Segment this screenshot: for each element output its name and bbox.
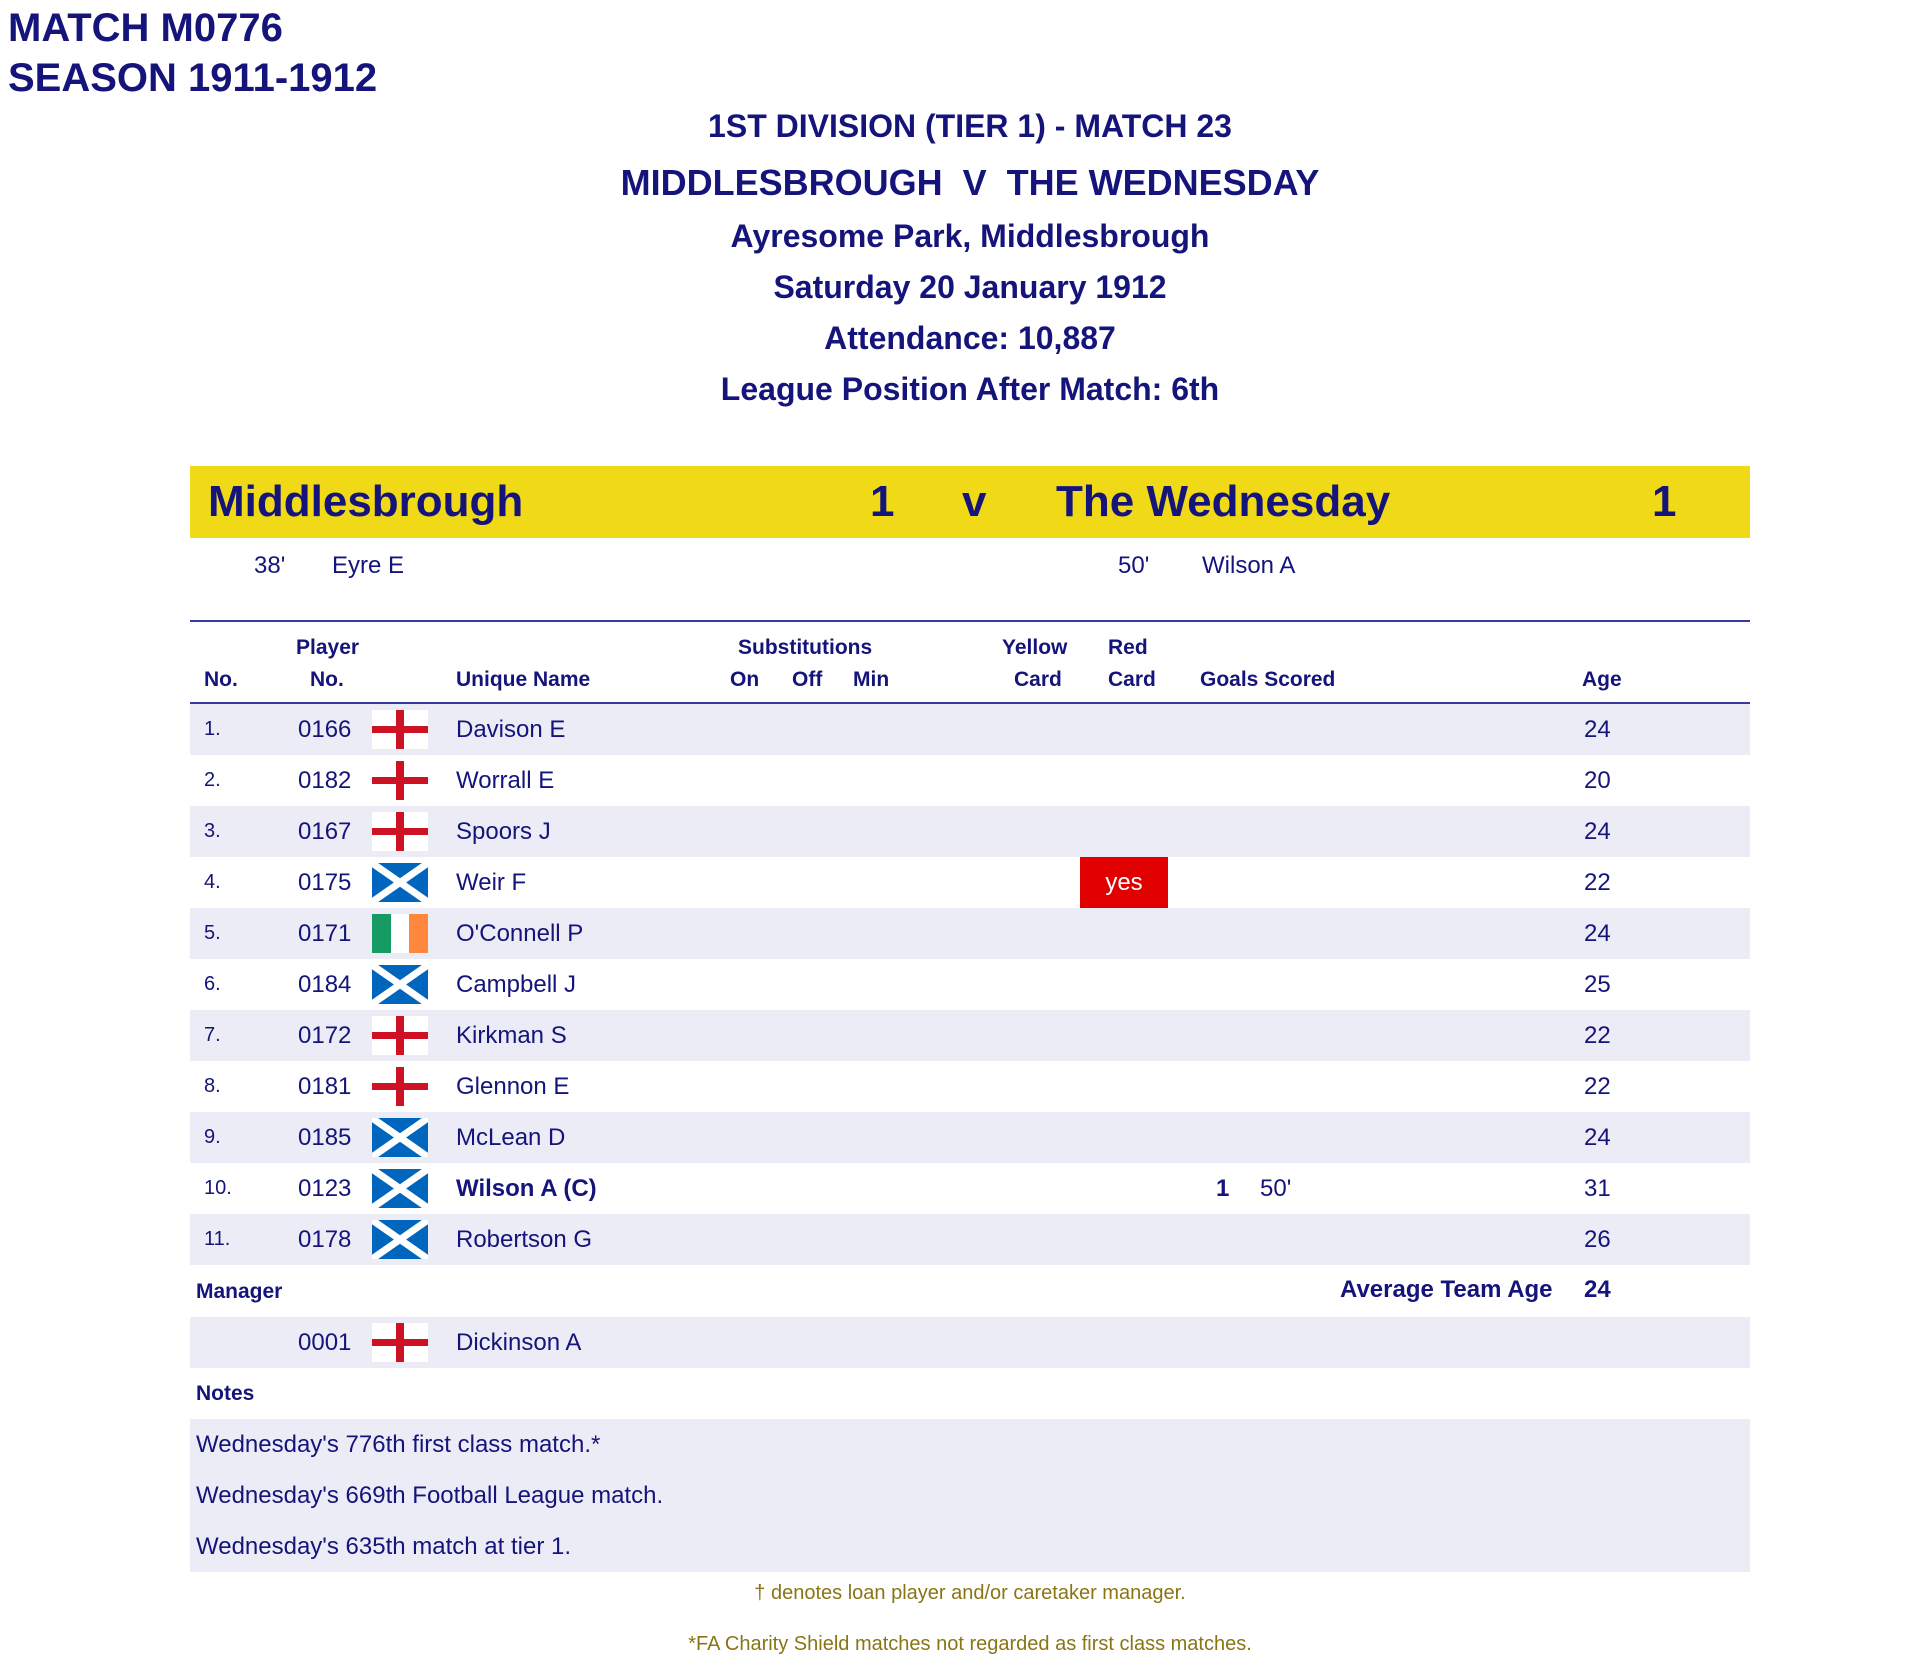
table-row	[190, 1010, 1750, 1061]
average-age-value: 24	[1584, 1276, 1611, 1303]
scotland-flag-icon	[372, 863, 428, 902]
player-age: 24	[1584, 716, 1611, 743]
average-age-label: Average Team Age	[1340, 1276, 1553, 1303]
note-item	[190, 1521, 1750, 1572]
manager-number: 0001	[298, 1329, 352, 1356]
scotland-flag-icon	[372, 1169, 428, 1208]
player-number: 0171	[298, 920, 352, 947]
versus-label: v	[962, 477, 987, 526]
table-row	[190, 1061, 1750, 1112]
header-no: No.	[204, 668, 238, 691]
table-row	[190, 908, 1750, 959]
row-number: 4.	[204, 871, 221, 893]
away-goals: 1	[1652, 477, 1677, 526]
note-text: Wednesday's 776th first class match.*	[196, 1431, 601, 1458]
player-age: 24	[1584, 1124, 1611, 1151]
fixture-title: MIDDLESBROUGH V THE WEDNESDAY	[620, 162, 1320, 203]
goal-minute: 50'	[1260, 1175, 1292, 1202]
player-number: 0182	[298, 767, 352, 794]
row-number: 10.	[204, 1177, 232, 1199]
table-row	[190, 1163, 1750, 1214]
match-id: MATCH M0776	[8, 6, 283, 50]
header-goals-scored: Goals Scored	[1200, 668, 1336, 691]
header-sub-off: Off	[792, 668, 823, 691]
player-number: 0123	[298, 1175, 352, 1202]
player-name: Wilson A (C)	[456, 1175, 597, 1202]
row-number: 7.	[204, 1024, 221, 1046]
table-row	[190, 755, 1750, 806]
player-number: 0184	[298, 971, 352, 998]
player-age: 31	[1584, 1175, 1611, 1202]
home-goals: 1	[870, 477, 895, 526]
player-name: Kirkman S	[456, 1022, 567, 1049]
table-row	[190, 1214, 1750, 1265]
row-number: 9.	[204, 1126, 221, 1148]
home-team-name: Middlesbrough	[208, 477, 524, 526]
player-age: 24	[1584, 920, 1611, 947]
player-number: 0172	[298, 1022, 352, 1049]
player-age: 22	[1584, 1022, 1611, 1049]
ireland-flag-icon	[372, 914, 428, 953]
england-flag-icon	[372, 710, 428, 749]
player-name: Davison E	[456, 716, 566, 743]
header-red-card-2: Card	[1108, 668, 1156, 691]
table-row	[190, 704, 1750, 755]
red-card-badge: yes	[1080, 857, 1168, 908]
row-number: 1.	[204, 718, 221, 740]
competition-title: 1ST DIVISION (TIER 1) - MATCH 23	[708, 108, 1232, 144]
player-number: 0178	[298, 1226, 352, 1253]
england-flag-icon	[372, 1323, 428, 1362]
note-item	[190, 1419, 1750, 1470]
player-name: Worrall E	[456, 767, 555, 794]
scotland-flag-icon	[372, 1220, 428, 1259]
table-row	[190, 1112, 1750, 1163]
header-player-no-2: No.	[310, 668, 344, 691]
row-number: 8.	[204, 1075, 221, 1097]
league-position-label: League Position After Match: 6th	[720, 371, 1220, 407]
home-scorer-name: Eyre E	[332, 552, 405, 579]
attendance-label: Attendance: 10,887	[824, 320, 1116, 356]
row-number: 5.	[204, 922, 221, 944]
player-age: 22	[1584, 1073, 1611, 1100]
notes-label: Notes	[196, 1382, 255, 1405]
player-name: Weir F	[456, 869, 527, 896]
table-row	[190, 857, 1750, 908]
player-age: 26	[1584, 1226, 1611, 1253]
player-name: Campbell J	[456, 971, 577, 998]
away-team-name: The Wednesday	[1056, 477, 1391, 526]
player-name: McLean D	[456, 1124, 566, 1151]
away-scorer-minute: 50'	[1118, 552, 1150, 579]
row-number: 3.	[204, 820, 221, 842]
away-scorer-name: Wilson A	[1202, 552, 1296, 579]
row-number: 6.	[204, 973, 221, 995]
header-sub-on: On	[730, 668, 760, 691]
home-scorer-minute: 38'	[254, 552, 286, 579]
player-age: 25	[1584, 971, 1611, 998]
player-age: 20	[1584, 767, 1611, 794]
note-text: Wednesday's 669th Football League match.	[196, 1482, 664, 1509]
player-number: 0175	[298, 869, 352, 896]
header-yellow-card-2: Card	[1014, 668, 1062, 691]
charity-footnote: *FA Charity Shield matches not regarded as first class matches.	[688, 1633, 1252, 1655]
loan-footnote: † denotes loan player and/or caretaker manager.	[754, 1582, 1186, 1604]
england-flag-icon	[372, 1016, 428, 1055]
row-number: 2.	[204, 769, 221, 791]
player-name: O'Connell P	[456, 920, 584, 947]
player-number: 0185	[298, 1124, 352, 1151]
venue-label: Ayresome Park, Middlesbrough	[730, 218, 1210, 254]
player-name: Glennon E	[456, 1073, 570, 1100]
header-yellow-card-1: Yellow	[1002, 636, 1068, 659]
header-red-card-1: Red	[1108, 636, 1148, 659]
player-number: 0167	[298, 818, 352, 845]
header-substitutions: Substitutions	[738, 636, 873, 659]
score-bar	[190, 466, 1750, 538]
player-age: 22	[1584, 869, 1611, 896]
england-flag-icon	[372, 812, 428, 851]
scotland-flag-icon	[372, 965, 428, 1004]
manager-row	[190, 1317, 1750, 1368]
table-row	[190, 806, 1750, 857]
scotland-flag-icon	[372, 1118, 428, 1157]
divider-top	[190, 620, 1750, 622]
manager-label: Manager	[196, 1280, 283, 1303]
table-row	[190, 959, 1750, 1010]
header-age: Age	[1582, 668, 1622, 691]
player-age: 24	[1584, 818, 1611, 845]
player-number: 0181	[298, 1073, 352, 1100]
header-player-no-1: Player	[296, 636, 360, 659]
goals-count: 1	[1216, 1175, 1230, 1202]
header-unique-name: Unique Name	[456, 668, 591, 691]
manager-name: Dickinson A	[456, 1329, 582, 1356]
player-number: 0166	[298, 716, 352, 743]
date-label: Saturday 20 January 1912	[773, 269, 1167, 305]
note-item	[190, 1470, 1750, 1521]
england-flag-icon	[372, 1067, 428, 1106]
row-number: 11.	[204, 1228, 231, 1250]
player-name: Robertson G	[456, 1226, 593, 1253]
note-text: Wednesday's 635th match at tier 1.	[196, 1533, 572, 1560]
player-name: Spoors J	[456, 818, 551, 845]
england-flag-icon	[372, 761, 428, 800]
header-sub-min: Min	[853, 668, 890, 691]
season-label: SEASON 1911-1912	[8, 56, 378, 100]
